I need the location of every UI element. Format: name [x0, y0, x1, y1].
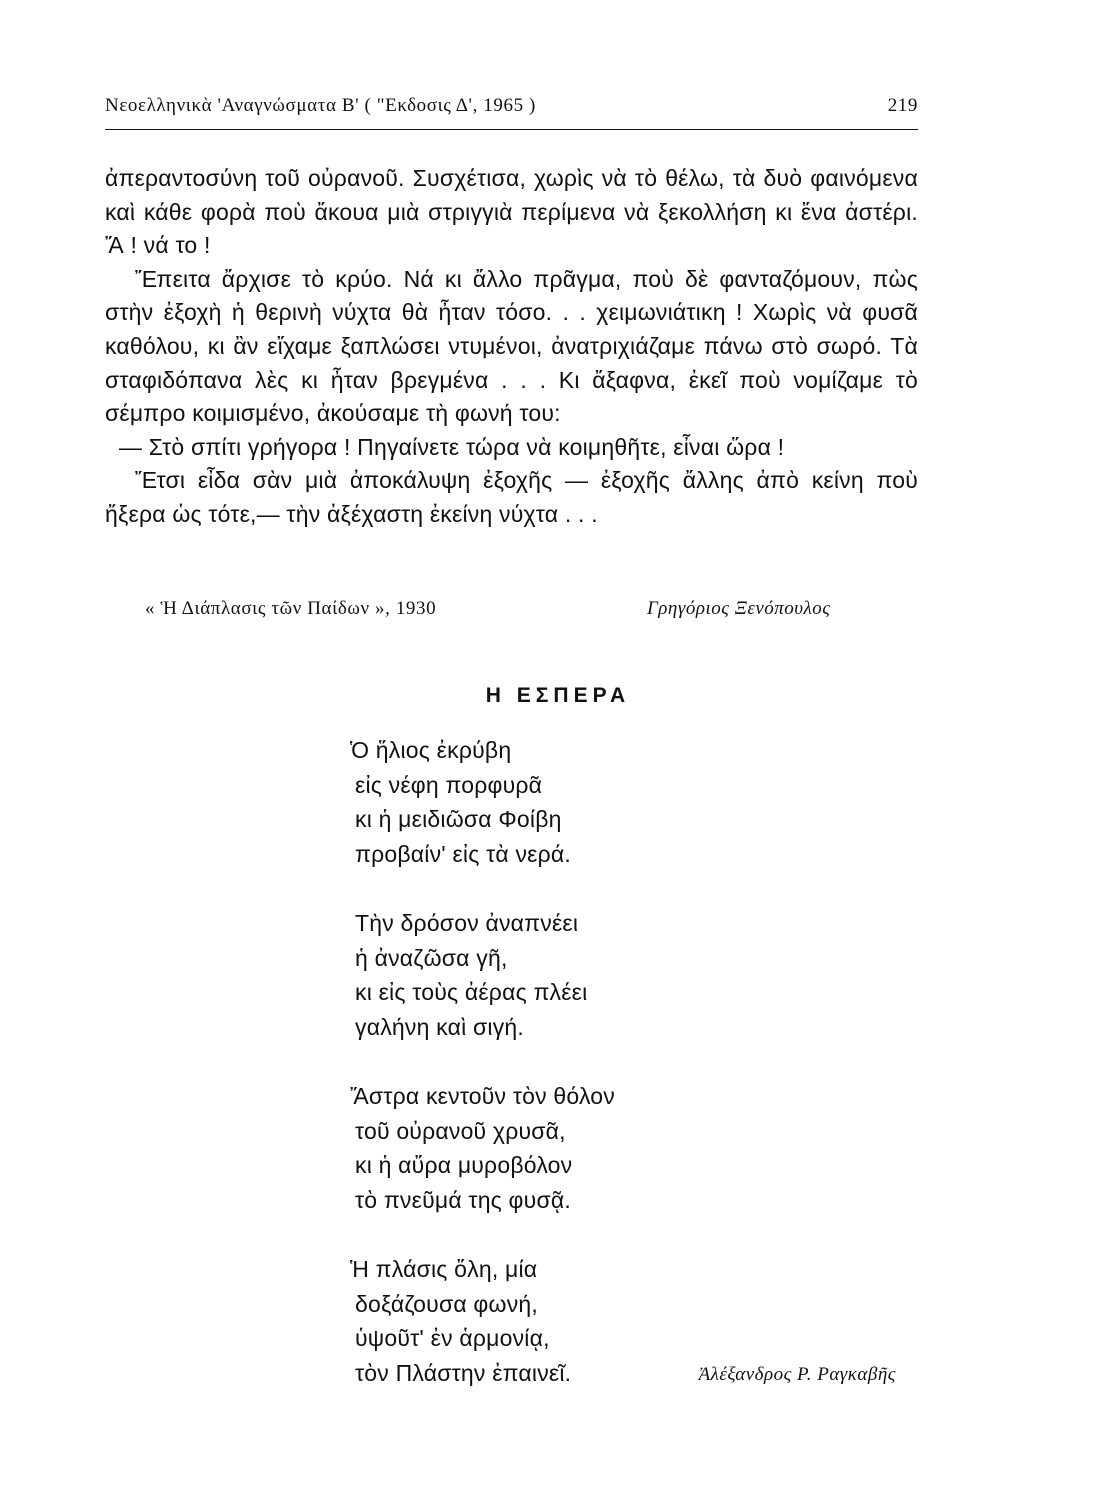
- header-rule: [105, 129, 918, 130]
- poem-line: γαλήνη καὶ σιγή.: [355, 1013, 524, 1040]
- poem-line: Ὁ ἥλιος ἐκρύβη: [350, 737, 512, 763]
- poem-stanza: [350, 1079, 800, 1217]
- poem-stanza: [350, 906, 800, 1044]
- poem-title: Η ΕΣΠΕΡΑ: [485, 684, 631, 707]
- poem-line: δοξάζουσα φωνή,: [355, 1290, 538, 1317]
- page-number: 219: [887, 95, 918, 116]
- poem-line: κι εἰς τοὺς ἀέρας πλέει: [355, 979, 588, 1005]
- poem-line: Ἡ πλάσις ὅλη, μία: [350, 1256, 538, 1282]
- poem-author: Ἀλέξανδρος Ρ. Ραγκαβῆς: [698, 1364, 896, 1385]
- prose-paragraph: Ἔπειτα ἄρχισε τὸ κρύο. Νά κι ἄλλο πρᾶγμα, ποὺ δὲ φανταζόμουν, πὼς στὴν ἐξοχὴ ἡ θερινὴ νύχτα θὰ ἦταν τόσο. . . χειμωνιάτικη ! Χωρὶς νὰ φυσᾶ καθόλου, κι ἂν εἴχαμε ξαπλώσει ντυμένοι, ἀνατριχιάζαμε πάνω στὸ σωρό. Τὰ σταφιδόπανα λὲς κι ἦταν βρεγμένα . . . Κι ἄξαφνα, ἐκεῖ ποὺ νομίζαμε τὸ σέμπρο κοιμισμένο, ἀκούσαμε τὴ φωνή του:: [105, 265, 918, 427]
- poem-line: Τὴν δρόσον ἀναπνέει: [355, 910, 579, 936]
- running-title: Νεοελληνικὰ 'Αναγνώσματα Β' ( "Εκδοσις Δ', 1965 ): [105, 95, 536, 116]
- running-header: [105, 92, 918, 126]
- poem-line: κι ἡ αὔρα μυροβόλον: [355, 1152, 573, 1178]
- prose-body: [105, 162, 918, 532]
- prose-paragraph: Ἔτσι εἶδα σὰν μιὰ ἀποκάλυψη ἐξοχῆς — ἐξοχῆς ἄλλης ἀπὸ κείνη ποὺ ἤξερα ὡς τότε,— τὴν ἀξέχαστη ἐκείνη νύχτα . . .: [105, 467, 918, 527]
- poem-line: τὸ πνεῦμά της φυσᾷ.: [355, 1186, 571, 1213]
- poem-stanza: [350, 733, 800, 871]
- poem-line: Ἄστρα κεντοῦν τὸν θόλον: [350, 1083, 615, 1109]
- poem-line: κι ἡ μειδιῶσα Φοίβη: [355, 806, 562, 832]
- poem-line: ἡ ἀναζῶσα γῆ,: [355, 944, 508, 971]
- prose-paragraph: ἀπεραντοσύνη τοῦ οὐρανοῦ. Συσχέτισα, χωρὶς νὰ τὸ θέλω, τὰ δυὸ φαινόμενα καὶ κάθε φορὰ ποὺ ἄκουα μιὰ στριγγιὰ περίμενα νὰ ξεκολλήση κι ἕνα ἀστέρι. Ἄ ! νά το !: [105, 165, 918, 259]
- citation-source: « Ἡ Διάπλασις τῶν Παίδων », 1930: [145, 598, 437, 619]
- poem-line: τὸν Πλάστην ἐπαινεῖ.: [355, 1359, 572, 1386]
- poem-line: προβαίν' εἰς τὰ νερά.: [355, 840, 571, 867]
- poem-line: τοῦ οὐρανοῦ χρυσᾶ,: [355, 1117, 566, 1144]
- prose-citation: [0, 598, 1108, 628]
- dialogue-line: — Στὸ σπίτι γρήγορα ! Πηγαίνετε τώρα νὰ κοιμηθῆτε, εἶναι ὥρα !: [119, 433, 785, 460]
- citation-author: Γρηγόριος Ξενόπουλος: [647, 598, 831, 619]
- poem-line: εἰς νέφη πορφυρᾶ: [355, 771, 543, 798]
- poem-line: ὑψοῦτ' ἐν ἁρμονίᾳ,: [355, 1325, 550, 1351]
- poem-body: [350, 733, 800, 1425]
